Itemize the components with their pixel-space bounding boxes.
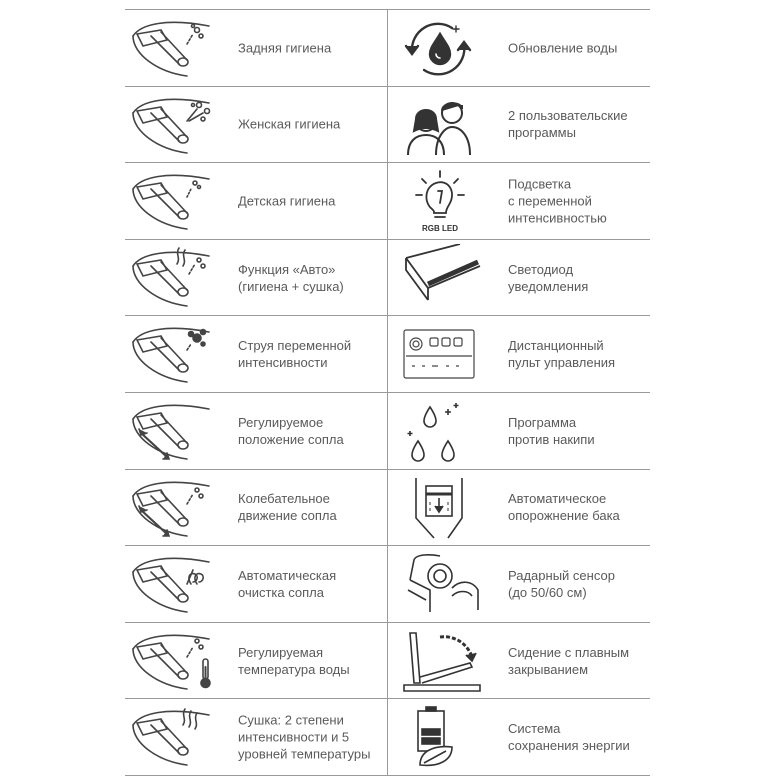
- feature-label: Сушка: 2 степени интенсивности и 5 уровней температуры: [238, 712, 371, 762]
- feature-cell: [125, 623, 387, 699]
- feature-cell: [125, 393, 387, 469]
- features-table: [125, 9, 650, 776]
- feature-label: Подсветка с переменной интенсивностью: [508, 176, 607, 226]
- feature-cell: [388, 240, 650, 316]
- feature-cell: [125, 87, 387, 163]
- nozzle-position-icon: [127, 397, 217, 465]
- table-row: [125, 315, 650, 392]
- feature-label: Автоматическая очистка сопла: [238, 567, 337, 600]
- feature-label: Детская гигиена: [238, 193, 336, 209]
- led-indicator-icon: [400, 244, 482, 312]
- female-hygiene-icon: [127, 91, 217, 159]
- remote-control-icon: [400, 320, 482, 388]
- water-refresh-icon: [400, 14, 482, 82]
- feature-cell: [125, 163, 387, 239]
- water-temperature-icon: [127, 627, 217, 695]
- drying-icon: [127, 703, 217, 771]
- feature-cell: [388, 546, 650, 622]
- feature-label: Регулируемая температура воды: [238, 644, 350, 677]
- table-row: [125, 545, 650, 622]
- feature-label: Радарный сенсор (до 50/60 см): [508, 567, 615, 600]
- feature-label: Светодиод уведомления: [508, 261, 589, 294]
- rgb-led-bulb-icon: [400, 167, 482, 235]
- feature-cell: [388, 699, 650, 775]
- feature-label: Система сохранения энергии: [508, 721, 630, 754]
- table-row: [125, 162, 650, 239]
- table-row: [125, 9, 650, 86]
- feature-label: 2 пользовательские программы: [508, 108, 628, 141]
- feature-cell: [125, 699, 387, 775]
- feature-label: Функция «Авто» (гигиена + сушка): [238, 261, 344, 294]
- feature-cell: [125, 240, 387, 316]
- auto-function-icon: [127, 244, 217, 312]
- feature-label: Задняя гигиена: [238, 40, 332, 56]
- soft-close-seat-icon: [400, 627, 482, 695]
- feature-cell: [125, 316, 387, 392]
- two-users-icon: [400, 91, 482, 159]
- variable-jet-icon: [127, 320, 217, 388]
- rear-hygiene-icon: [127, 14, 217, 82]
- feature-cell: [125, 470, 387, 546]
- feature-label: Обновление воды: [508, 40, 618, 56]
- feature-cell: [388, 163, 650, 239]
- feature-label: Сидение с плавным закрыванием: [508, 644, 630, 677]
- table-row: [125, 86, 650, 163]
- table-row: [125, 392, 650, 469]
- nozzle-oscillation-icon: [127, 474, 217, 542]
- child-hygiene-icon: [127, 167, 217, 235]
- table-row: [125, 622, 650, 699]
- feature-cell: [388, 393, 650, 469]
- feature-label: Женская гигиена: [238, 116, 341, 132]
- anti-scale-icon: [400, 397, 482, 465]
- feature-label: Струя переменной интенсивности: [238, 338, 352, 371]
- feature-label: Дистанционный пульт управления: [508, 338, 616, 371]
- feature-cell: [388, 470, 650, 546]
- table-row: [125, 698, 650, 776]
- feature-cell: [388, 10, 650, 86]
- feature-cell: [125, 546, 387, 622]
- table-row: [125, 239, 650, 316]
- feature-cell: [125, 10, 387, 86]
- energy-saving-icon: [400, 703, 482, 771]
- radar-sensor-icon: [400, 550, 482, 618]
- feature-label: Автоматическое опорожнение бака: [508, 491, 620, 524]
- nozzle-cleaning-icon: [127, 550, 217, 618]
- rgb-led-text: RGB LED: [422, 224, 458, 234]
- feature-cell: [388, 316, 650, 392]
- feature-cell: [388, 623, 650, 699]
- tank-drain-icon: [400, 474, 482, 542]
- feature-label: Регулируемое положение сопла: [238, 414, 344, 447]
- feature-label: Колебательное движение сопла: [238, 491, 337, 524]
- feature-label: Программа против накипи: [508, 414, 595, 447]
- feature-cell: [388, 87, 650, 163]
- table-row: [125, 469, 650, 546]
